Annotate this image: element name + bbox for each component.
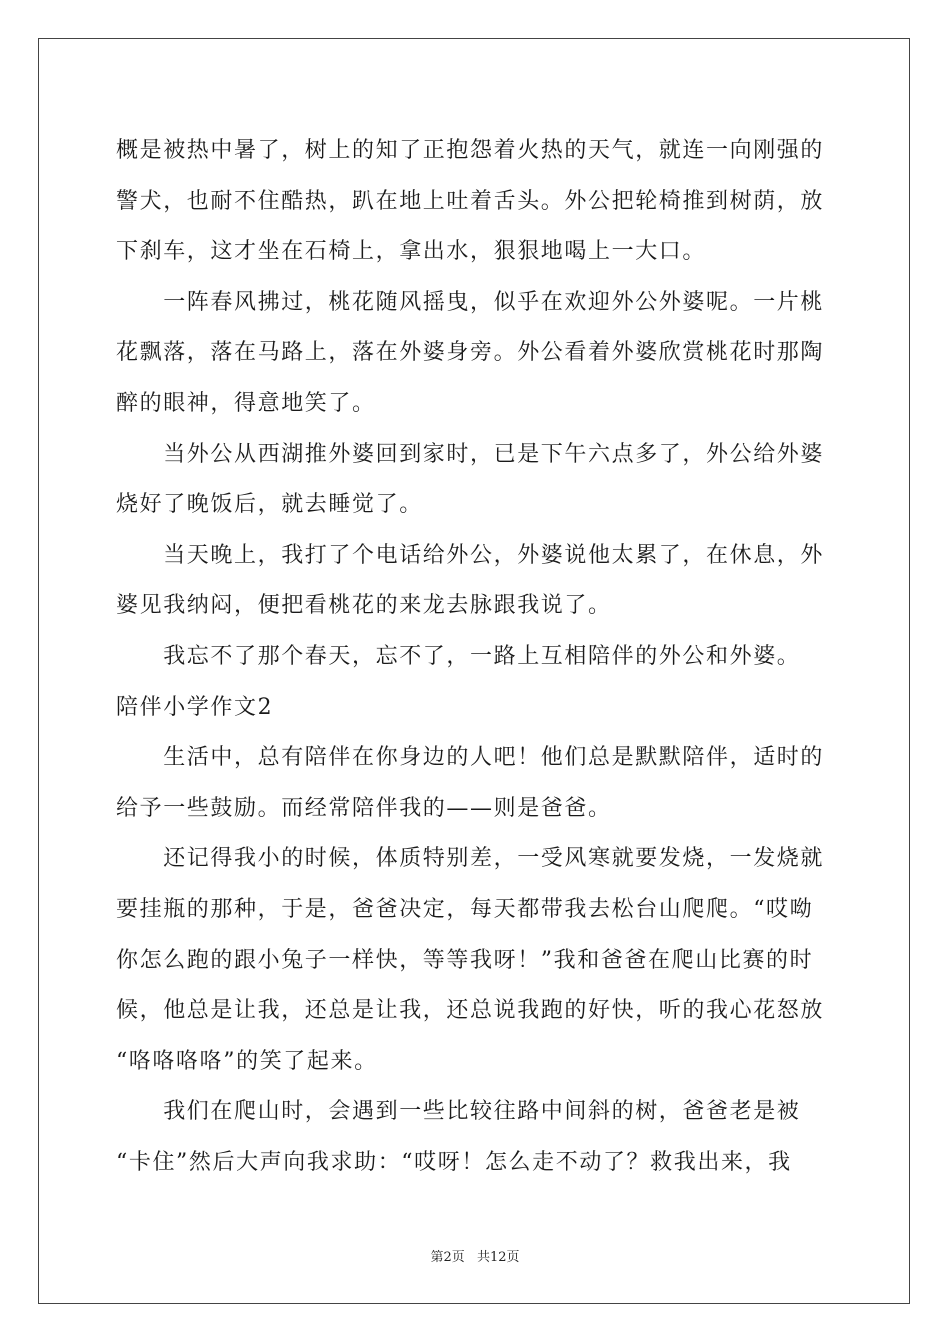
text-line: 候，他总是让我，还总是让我，还总说我跑的好快，听的我心花怒放 bbox=[116, 998, 825, 1024]
page-total: 共12页 bbox=[476, 1250, 520, 1265]
text-line: 我们在爬山时，会遇到一些比较往路中间斜的树，爸爸老是被 bbox=[116, 1099, 801, 1125]
text-line: 警犬，也耐不住酷热，趴在地上吐着舌头。外公把轮椅推到树荫，放 bbox=[116, 188, 825, 214]
document-body bbox=[116, 126, 834, 1188]
text-line: 烧好了晚饭后，就去睡觉了。 bbox=[116, 492, 423, 518]
text-line: 当天晚上，我打了个电话给外公，外婆说他太累了，在休息，外 bbox=[116, 542, 825, 568]
text-line: 婆见我纳闷，便把看桃花的来龙去脉跟我说了。 bbox=[116, 593, 612, 619]
text-line: 当外公从西湖推外婆回到家时，已是下午六点多了，外公给外婆 bbox=[116, 441, 825, 467]
text-line: 给予一些鼓励。而经常陪伴我的——则是爸爸。 bbox=[116, 795, 612, 821]
page-number: 第2页 bbox=[430, 1250, 465, 1265]
text-line: 生活中，总有陪伴在你身边的人吧！他们总是默默陪伴，适时的 bbox=[116, 745, 825, 771]
text-line: 还记得我小的时候，体质特别差，一受风寒就要发烧，一发烧就 bbox=[116, 846, 825, 872]
text-line: “咯咯咯咯”的笑了起来。 bbox=[116, 1048, 378, 1074]
text-line: 我忘不了那个春天，忘不了，一路上互相陪伴的外公和外婆。 bbox=[116, 643, 801, 669]
text-line: 花飘落，落在马路上，落在外婆身旁。外公看着外婆欣赏桃花时那陶 bbox=[116, 340, 825, 366]
text-line: 你怎么跑的跟小兔子一样快，等等我呀！”我和爸爸在爬山比赛的时 bbox=[116, 947, 814, 973]
section-heading: 陪伴小学作文2 bbox=[116, 694, 274, 720]
text-line: 一阵春风拂过，桃花随风摇曳，似乎在欢迎外公外婆呢。一片桃 bbox=[116, 289, 825, 315]
text-line: 要挂瓶的那种，于是，爸爸决定，每天都带我去松台山爬爬。“哎呦 bbox=[116, 896, 814, 922]
text-line: “卡住”然后大声向我求助：“哎呀！怎么走不动了？救我出来，我 bbox=[116, 1149, 792, 1175]
text-line: 下刹车，这才坐在石椅上，拿出水，狠狠地喝上一大口。 bbox=[116, 239, 707, 265]
page-footer bbox=[0, 1246, 950, 1265]
text-line: 醉的眼神，得意地笑了。 bbox=[116, 390, 376, 416]
text-line: 概是被热中暑了，树上的知了正抱怨着火热的天气，就连一向刚强的 bbox=[116, 138, 825, 163]
